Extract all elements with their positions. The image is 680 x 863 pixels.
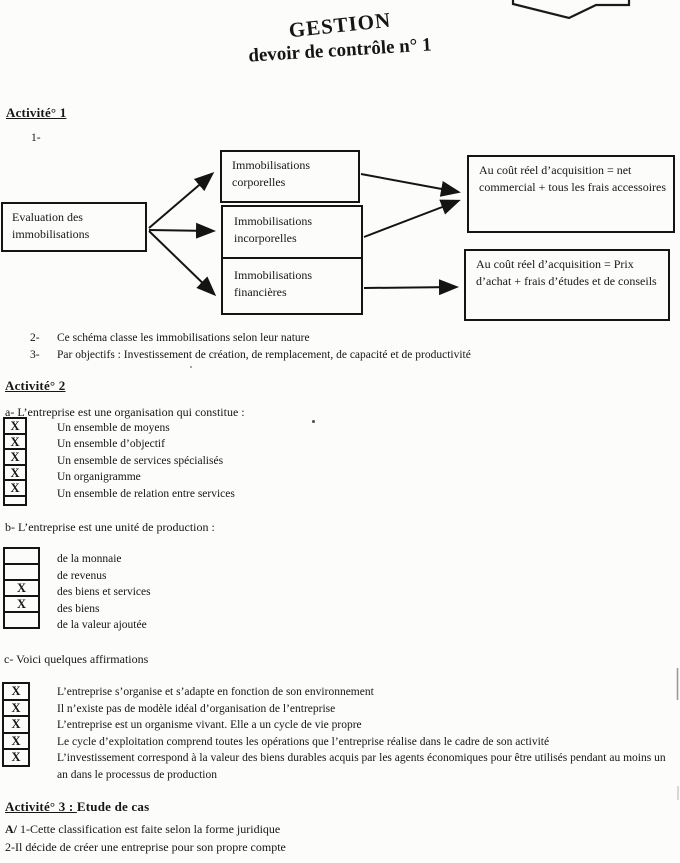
checkbox-mark: X — [11, 717, 21, 731]
activity3-heading-rest: Etude de cas — [76, 799, 150, 814]
diagram-box-corporelles: Immobilisations corporelles — [220, 150, 360, 203]
page-edge-banner-artifact — [513, 0, 629, 18]
arrow-financieres-to-cost2 — [364, 287, 456, 288]
activity2a-intro-text: L’entreprise est une organisation qui constitue : — [14, 405, 245, 419]
checkbox-mark: X — [10, 450, 20, 464]
list-item: de revenus — [57, 569, 107, 582]
arrow-source-to-corporelles — [149, 174, 212, 228]
scan-speck — [190, 366, 192, 368]
diagram-box-financieres: Immobilisations financières — [221, 257, 363, 315]
checkbox-mark: X — [11, 700, 21, 715]
activity3-line1-prefix: A/ — [5, 822, 17, 836]
activity2a-checkbox-column — [3, 417, 27, 506]
activity3-line2: 2-Il décide de créer une entreprise pour son propre compte — [5, 839, 286, 854]
activity2a-intro — [5, 404, 245, 420]
list-item: Un organigramme — [57, 471, 141, 483]
diagram-box-incorporelles: Immobilisations incorporelles — [221, 205, 363, 259]
activity3-line1-text: 1-Cette classification est faite selon la forme juridique — [17, 822, 281, 836]
activity1-item1-label: 1- — [31, 132, 41, 144]
activity2c-checkbox-column — [2, 682, 30, 767]
activity2a-intro-prefix: a- — [5, 405, 15, 419]
checkbox-mark: X — [10, 434, 20, 449]
activity2-heading: Activité° 2 — [5, 378, 66, 393]
list-item: Il n’existe pas de modèle idéal d’organisation de l’entreprise — [57, 702, 336, 715]
list-item: des biens — [57, 602, 100, 615]
diagram-box-cost-acquisition-2: Au coût réel d’acquisition = Prix d’achat + frais d’études et de conseils — [464, 249, 670, 321]
activity1-item3-num: 3- — [30, 348, 40, 361]
arrow-source-to-incorporelles — [149, 230, 213, 231]
list-item: L’entreprise s’organise et s’adapte en fonction de son environnement — [57, 686, 374, 698]
arrow-source-to-financieres — [149, 231, 214, 294]
list-item: des biens et services — [57, 586, 151, 598]
list-item: de la valeur ajoutée — [57, 619, 147, 631]
activity3-heading-underlined: Activité° 3 : — [5, 799, 77, 814]
activity2c-intro: c- Voici quelques affirmations — [4, 652, 149, 666]
scan-speck — [312, 420, 315, 423]
diagram-box-cost-acquisition-1: Au coût réel d’acquisition = net commercial + tous les frais accessoires — [467, 155, 675, 233]
list-item: L’entreprise est un organisme vivant. Elle a un cycle de vie propre — [57, 719, 362, 731]
activity2b-intro: b- L’entreprise est une unité de production : — [5, 520, 215, 534]
diagram-box-evaluation: Evaluation des immobilisations — [1, 202, 147, 252]
checkbox — [2, 748, 30, 767]
arrow-corporelles-to-cost1 — [361, 174, 458, 192]
activity1-item3-text: Par objectifs : Investissement de création, de remplacement, de capacité et de productivité — [57, 348, 471, 361]
doc-subtitle: devoir de contrôle n° 1 — [247, 34, 433, 67]
checkbox-mark: X — [10, 419, 20, 433]
list-item: Un ensemble de relation entre services — [57, 487, 235, 500]
checkbox — [3, 611, 40, 629]
checkbox-mark: X — [10, 465, 20, 480]
checkbox-mark: X — [11, 750, 21, 764]
list-item: de la monnaie — [57, 553, 122, 565]
list-item: Le cycle d’exploitation comprend toutes les opérations que l’entreprise réalise dans le cadre de son activité — [57, 735, 550, 748]
doc-title: GESTION — [287, 7, 393, 43]
list-item: Un ensemble d’objectif — [57, 438, 165, 450]
checkbox-empty — [3, 495, 27, 506]
checkbox-mark: X — [11, 733, 21, 748]
activity2b-checkbox-column — [3, 547, 40, 629]
list-item: Un ensemble de moyens — [57, 421, 170, 434]
list-item: L’investissement correspond à la valeur des biens durables acquis par les agents économiques pour être utilisés pendant au moins un an dans le processus de production — [57, 752, 666, 781]
arrow-incorporelles-to-cost1 — [364, 201, 458, 237]
list-item: Un ensemble de services spécialisés — [57, 454, 224, 467]
checkbox-mark: X — [16, 597, 27, 611]
activity1-item2-num: 2- — [30, 332, 40, 344]
activity1-item2-text: Ce schéma classe les immobilisations selon leur nature — [57, 332, 310, 344]
checkbox-mark: X — [10, 481, 20, 495]
activity3-heading — [5, 799, 149, 815]
activity1-heading: Activité° 1 — [6, 105, 67, 120]
activity3-line1 — [5, 821, 280, 837]
checkbox-mark: X — [16, 581, 27, 595]
checkbox-mark: X — [11, 684, 21, 698]
